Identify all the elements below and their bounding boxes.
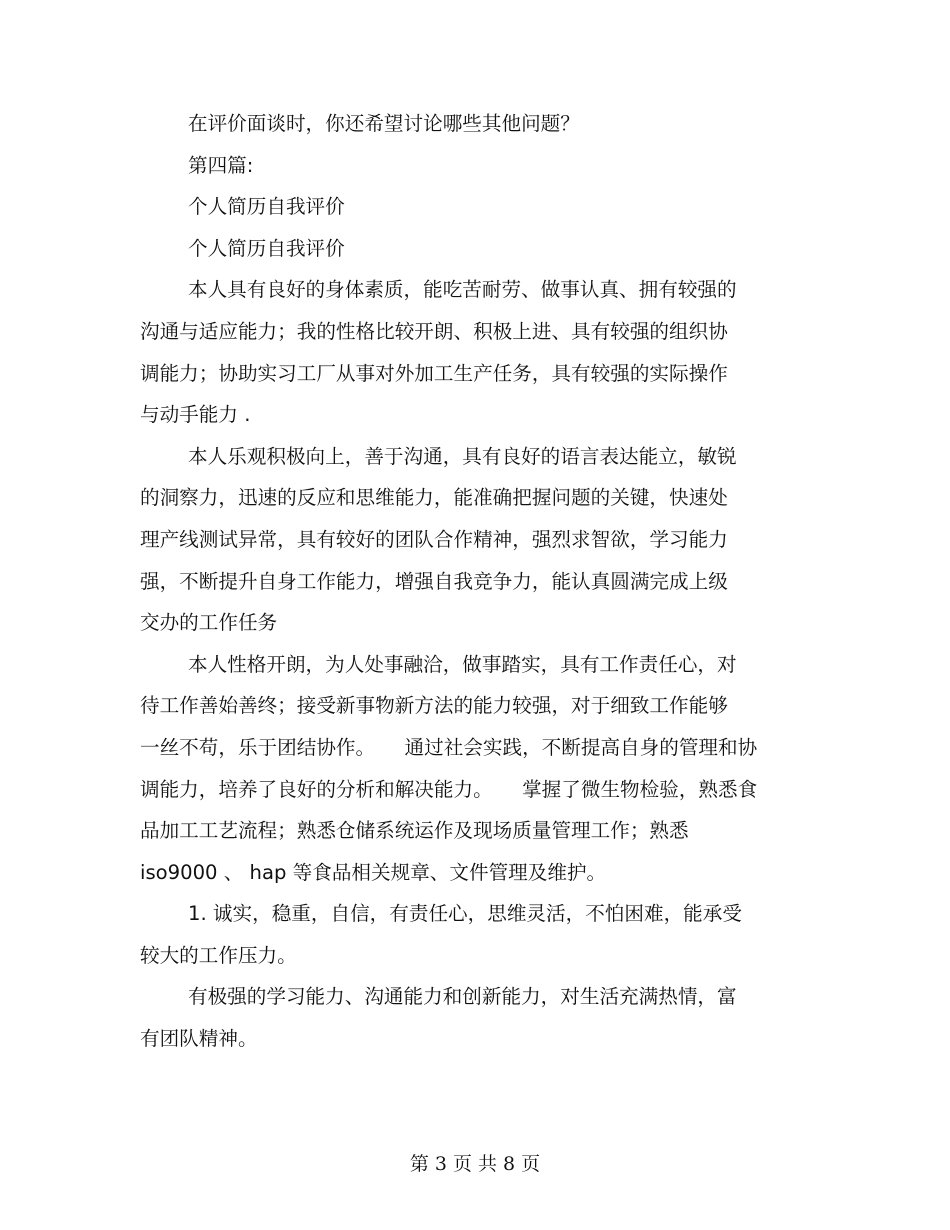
text-line: 调能力；协助实习工厂从事对外加工生产任务，具有较强的实际操作 xyxy=(140,361,728,385)
text-line: 的洞察力，迅速的反应和思维能力，能准确把握问题的关键，快速处 xyxy=(140,486,728,510)
text-line: 本人性格开朗，为人处事融洽，做事踏实，具有工作责任心，对 xyxy=(188,652,737,676)
text-line: iso9000 、 hap 等食品相关规章、文件管理及维护。 xyxy=(140,860,607,884)
text-line: 沟通与适应能力；我的性格比较开朗、积极上进、具有较强的组织协 xyxy=(140,319,728,343)
list-item: 1. 诚实，稳重，自信，有责任心，思维灵活，不怕困难，能承受 xyxy=(188,902,742,926)
text-line: 调能力，培养了良好的分析和解决能力。 掌握了微生物检验，熟悉食 xyxy=(140,777,758,801)
text-line: 与动手能力 . xyxy=(140,403,251,427)
text-line: 有团队精神。 xyxy=(140,1027,258,1051)
text-line: 一丝不苟，乐于团结协作。 通过社会实践，不断提高自身的管理和协 xyxy=(140,735,758,759)
document-subtitle: 个人简历自我评价 xyxy=(188,236,345,260)
text-line: 本人乐观积极向上，善于沟通，具有良好的语言表达能立，敏锐 xyxy=(188,444,737,468)
text-line: 理产线测试异常，具有较好的团队合作精神，强烈求智欲，学习能力 xyxy=(140,527,728,551)
page-number: 第 3 页 共 8 页 xyxy=(409,1153,541,1175)
text-line: 强，不断提升自身工作能力，增强自我竞争力，能认真圆满完成上级 xyxy=(140,569,728,593)
text-line: 品加工工艺流程；熟悉仓储系统运作及现场质量管理工作；熟悉 xyxy=(140,819,689,843)
text-line: 本人具有良好的身体素质，能吃苦耐劳、做事认真、拥有较强的 xyxy=(188,278,737,302)
text-line: 较大的工作压力。 xyxy=(140,943,297,967)
text-line: 待工作善始善终；接受新事物新方法的能力较强，对于细致工作能够 xyxy=(140,694,728,718)
text-line: 交办的工作任务 xyxy=(140,611,278,635)
text-line: 有极强的学习能力、沟通能力和创新能力，对生活充满热情，富 xyxy=(188,985,737,1009)
document-body xyxy=(140,112,810,1069)
section-heading: 第四篇: xyxy=(188,153,254,177)
text-line: 在评价面谈时，你还希望讨论哪些其他问题？ xyxy=(188,112,580,135)
document-title: 个人简历自我评价 xyxy=(188,195,345,219)
